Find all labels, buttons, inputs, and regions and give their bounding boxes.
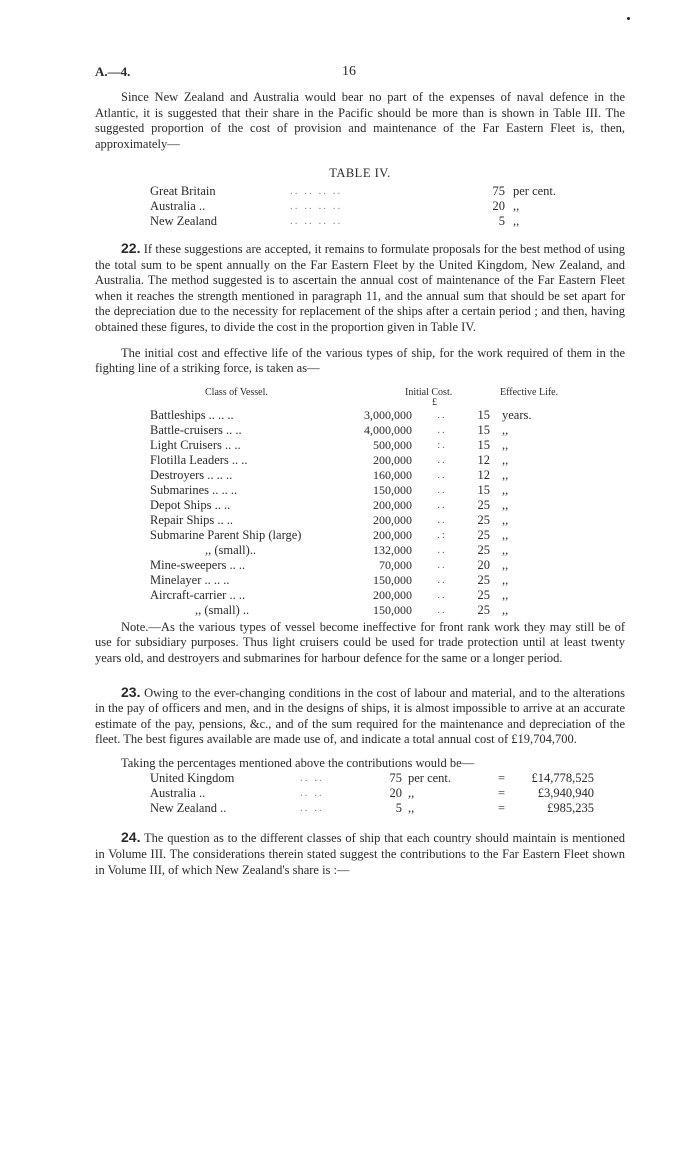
life-unit: ,, [502,557,509,572]
life-unit: ,, [502,602,509,617]
contribution-amount: £14,778,525 [531,771,594,786]
table4-value: 20 [492,198,505,213]
table-row [150,438,625,453]
leader-dots: .. .. [300,802,324,815]
cost-header: Initial Cost. [405,386,453,398]
table-row [150,423,625,438]
vessel-class: Minelayer .. .. .. [150,572,230,587]
initial-cost: 160,000 [373,467,412,482]
percentage: 20 [389,786,402,801]
vessel-class: Repair Ships .. .. [150,512,233,527]
table-row [150,498,625,513]
life-unit: ,, [502,437,509,452]
note-paragraph: Note.—As the various types of vessel become ineffective for front rank work they may still be of use for subsidiary purposes. Thus light cruisers could be used for trade protection until at least twenty years old, and destroyers and submarines for harbour defence for the same or a longer period. [95,619,625,665]
effective-life: 25 [477,512,490,527]
effective-life: 15 [477,482,490,497]
effective-life: 12 [477,452,490,467]
section-24 [95,830,625,878]
country-name: Australia .. [150,786,206,801]
effective-life: 25 [477,542,490,557]
contribution-amount: £3,940,940 [537,786,594,801]
life-unit: ,, [502,512,509,527]
table4-name: Great Britain [150,183,216,198]
table-row [150,528,625,543]
leader-dots: .. [437,543,447,556]
life-unit: ,, [502,452,509,467]
vessel-class: Submarines .. .. .. [150,482,238,497]
leader-dots: :. [437,438,447,451]
leader-dots: .. [437,408,447,421]
vessel-class: Submarine Parent Ship (large) [150,527,302,542]
table4-dots: .. .. .. .. [290,184,343,197]
stray-mark [627,17,630,20]
table-row [150,603,625,618]
page-header [95,64,625,84]
table-row [150,801,625,816]
table4-dots: .. .. .. .. [290,199,343,212]
country-name: New Zealand .. [150,801,227,816]
section-22-text: If these suggestions are accepted, it remains to formulate proposals for the best method of using the total sum to be spent annually on the Far Eastern Fleet by the United Kingdom, New Zealand, and Australia. The method suggested is to ascertain the annual cost of maintenance of the Far Eastern Fleet when it reaches the strength mentioned in paragraph 11, and the annual sum that should be set apart for the depreciation due to the necessity for replacement of the ships after a certain period ; and then, having obtained these figures, to divide the cost in the proportion given in Table IV. [95,241,625,334]
vessel-class: ,, (small).. [205,542,257,557]
initial-cost: 132,000 [373,542,412,557]
percentage-unit: ,, [408,801,415,816]
initial-cost: 70,000 [379,557,412,572]
document-page [95,64,625,878]
leader-dots: .. .. [300,787,324,800]
section-22 [95,241,625,336]
life-header: Effective Life. [500,386,559,398]
life-unit: ,, [502,527,509,542]
leader-dots: .. [437,483,447,496]
table4-name: New Zealand [150,213,217,228]
table4-caption: TABLE IV. [329,166,391,181]
effective-life: 25 [477,587,490,602]
leader-dots: .. [437,558,447,571]
leader-dots: .. [437,513,447,526]
initial-cost: 200,000 [373,452,412,467]
leader-dots: .. [437,603,447,616]
life-unit: ,, [502,572,509,587]
intro-paragraph: Since New Zealand and Australia would bear no part of the expenses of naval defence in the Atlantic, it is suggested that their share in the Pacific should be more than is shown in Table III. The suggested proportion of the cost of provision and maintenance of the Far Eastern Fleet is, then, approximately— [95,90,625,151]
life-unit: ,, [502,422,509,437]
equals-sign: = [498,786,506,801]
table4-row [150,214,625,229]
table4-dots: .. .. .. .. [290,214,343,227]
table-row [150,468,625,483]
life-unit: ,, [502,497,509,512]
leader-dots: .. [437,453,447,466]
section-number: 24. [121,829,141,846]
vessel-class: Light Cruisers .. .. [150,437,241,452]
effective-life: 15 [477,407,490,422]
currency-symbol: £ [432,396,437,408]
initial-cost: 150,000 [373,602,412,617]
section-24-text: The question as to the different classes of ship that each country should maintain is mentioned in Volume III. The considerations therein stated suggest the contributions to the Far Eastern Fleet shown in Volume III, of which New Zealand's share is :— [95,831,625,877]
section-number: 22. [121,239,141,256]
initial-cost: 150,000 [373,482,412,497]
section-23 [95,685,625,748]
initial-cost: 150,000 [373,572,412,587]
initial-cost-paragraph: The initial cost and effective life of the various types of ship, for the work required of them in the fighting line of a striking force, is taken as— [95,345,625,376]
initial-cost: 200,000 [373,587,412,602]
table4-unit: ,, [513,213,520,228]
table-row [150,771,625,786]
initial-cost: 200,000 [373,512,412,527]
page-number: 16 [342,64,356,79]
percentage: 5 [395,801,402,816]
contributions-table [95,771,625,816]
effective-life: 15 [477,422,490,437]
life-unit: years. [502,407,532,422]
equals-sign: = [498,801,506,816]
initial-cost: 200,000 [373,497,412,512]
contributions-intro: Taking the percentages mentioned above the contributions would be— [121,755,475,770]
table-row [150,483,625,498]
table-row [150,573,625,588]
table4-row [150,184,625,199]
leader-dots: .. [437,573,447,586]
effective-life: 25 [477,602,490,617]
effective-life: 20 [477,557,490,572]
initial-cost: 3,000,000 [364,407,412,422]
effective-life: 25 [477,572,490,587]
leader-dots: .. .. [300,772,324,785]
leader-dots: .: [437,528,447,541]
initial-cost: 200,000 [373,527,412,542]
section-23-text: Owing to the ever-changing conditions in the cost of labour and material, and to the alterations in the pay of officers and men, and in the designs of ships, it is almost impossible to arrive at an accurate estimate of the pay, pensions, &c., and of the sum required for the maintenance and depreciation of the fleet. The best figures available are made use of, and indicate a total annual cost of £19,704,700. [95,685,625,747]
life-unit: ,, [502,542,509,557]
initial-cost: 500,000 [373,437,412,452]
vessel-class: Battleships .. .. .. [150,407,234,422]
vessel-class: Battle-cruisers .. .. [150,422,242,437]
section-number: 23. [121,683,141,700]
table-row [150,513,625,528]
effective-life: 25 [477,527,490,542]
table4-value: 75 [492,183,505,198]
table4-unit: ,, [513,198,520,213]
country-name: United Kingdom [150,771,235,786]
life-unit: ,, [502,467,509,482]
leader-dots: .. [437,588,447,601]
vessel-class: Mine-sweepers .. .. [150,557,246,572]
table-row [150,588,625,603]
table-row [150,543,625,558]
leader-dots: .. [437,498,447,511]
table4-row [150,199,625,214]
life-unit: ,, [502,482,509,497]
effective-life: 25 [477,497,490,512]
initial-cost: 4,000,000 [364,422,412,437]
leader-dots: .. [437,468,447,481]
life-unit: ,, [502,587,509,602]
table4-value: 5 [498,213,505,228]
table4 [95,184,625,229]
table4-name: Australia .. [150,198,206,213]
leader-dots: .. [437,423,447,436]
table-row [150,558,625,573]
vessel-class: ,, (small) .. [195,602,250,617]
document-reference: A.—4. [95,64,131,79]
percentage: 75 [389,771,402,786]
contribution-amount: £985,235 [547,801,594,816]
percentage-unit: ,, [408,786,415,801]
table4-unit: per cent. [513,183,557,198]
vessel-class: Depot Ships .. .. [150,497,231,512]
effective-life: 12 [477,467,490,482]
percentage-unit: per cent. [408,771,452,786]
vessel-table-header [95,385,625,397]
effective-life: 15 [477,437,490,452]
vessel-class: Destroyers .. .. .. [150,467,233,482]
vessel-class: Aircraft-carrier .. .. [150,587,246,602]
class-header: Class of Vessel. [205,386,268,398]
table-row [150,408,625,423]
vessel-table [95,408,625,618]
vessel-class: Flotilla Leaders .. .. [150,452,248,467]
table-row [150,786,625,801]
table-row [150,453,625,468]
equals-sign: = [498,771,506,786]
